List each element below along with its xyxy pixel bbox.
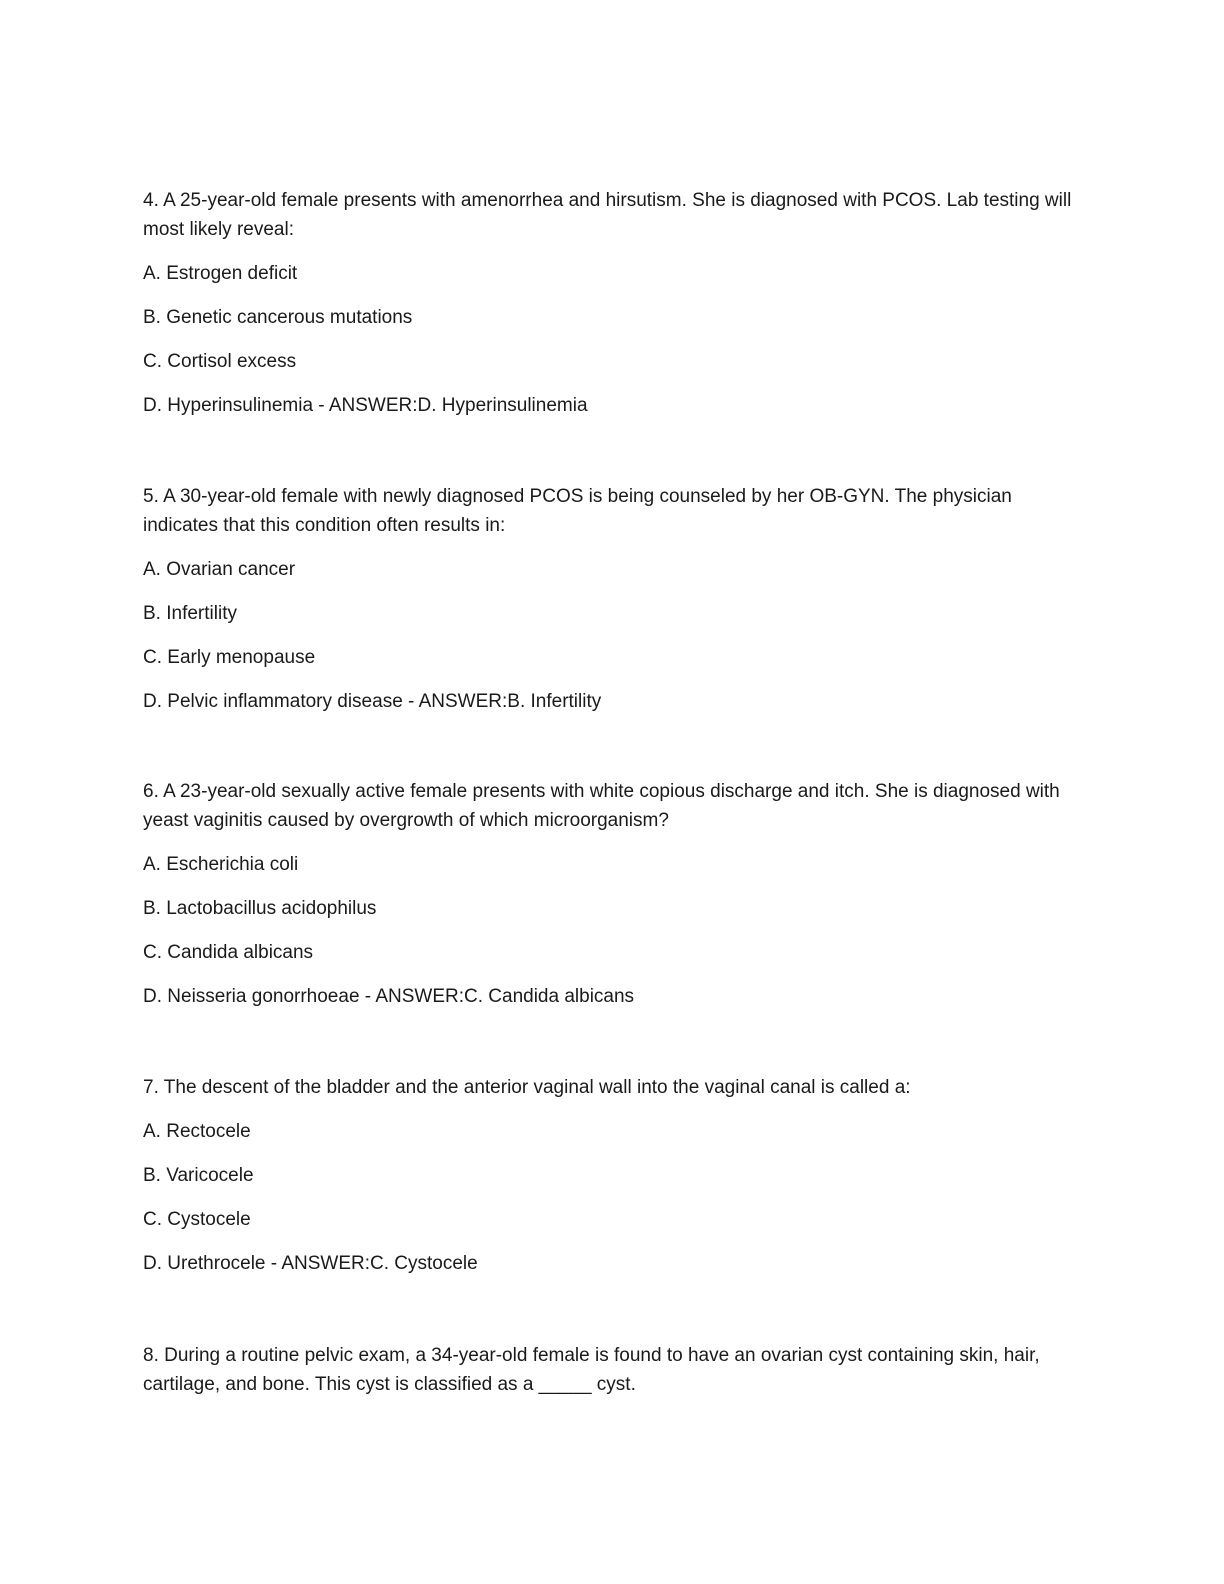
answer-option: C. Early menopause — [143, 647, 316, 668]
question-stem: 5. A 30-year-old female with newly diagnosed PCOS is being counseled by her OB-GYN. The physician indicates that this condition often results in: — [143, 486, 1012, 536]
question-stem: 6. A 23-year-old sexually active female presents with white copious discharge and itch. She is diagnosed with yeast vaginitis caused by overgrowth of which microorganism? — [143, 781, 1060, 831]
answer-option: A. Rectocele — [143, 1121, 251, 1142]
answer-option-with-answer: D. Neisseria gonorrhoeae - ANSWER:C. Candida albicans — [143, 986, 635, 1007]
answer-option: C. Candida albicans — [143, 942, 314, 963]
answer-option: A. Estrogen deficit — [143, 263, 298, 284]
answer-option: C. Cortisol excess — [143, 351, 297, 372]
question-8 — [143, 1341, 1083, 1414]
answer-option: B. Lactobacillus acidophilus — [143, 898, 377, 919]
question-6 — [143, 777, 1083, 1011]
question-stem: 8. During a routine pelvic exam, a 34-year-old female is found to have an ovarian cyst containing skin, hair, cartilage, and bone. This cyst is classified as a _____ cyst. — [143, 1345, 1040, 1395]
question-stem: 7. The descent of the bladder and the anterior vaginal wall into the vaginal canal is called a: — [143, 1077, 911, 1098]
question-stem: 4. A 25-year-old female presents with amenorrhea and hirsutism. She is diagnosed with PCOS. Lab testing will most likely reveal: — [143, 190, 1072, 240]
answer-option: B. Infertility — [143, 603, 237, 624]
answer-option: B. Varicocele — [143, 1165, 254, 1186]
answer-option-with-answer: D. Pelvic inflammatory disease - ANSWER:B. Infertility — [143, 691, 602, 712]
question-4 — [143, 186, 1083, 420]
question-7 — [143, 1073, 1083, 1278]
answer-option: C. Cystocele — [143, 1209, 251, 1230]
answer-option: A. Ovarian cancer — [143, 559, 296, 580]
question-5 — [143, 482, 1083, 716]
answer-option: A. Escherichia coli — [143, 854, 299, 875]
answer-option: B. Genetic cancerous mutations — [143, 307, 413, 328]
answer-option-with-answer: D. Urethrocele - ANSWER:C. Cystocele — [143, 1253, 478, 1274]
answer-option-with-answer: D. Hyperinsulinemia - ANSWER:D. Hyperinsulinemia — [143, 395, 588, 416]
